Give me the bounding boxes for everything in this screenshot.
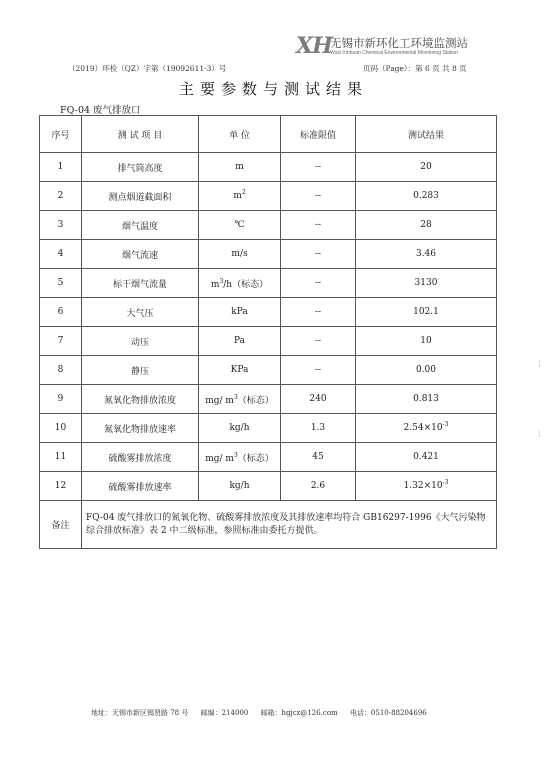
row-limit (281, 356, 356, 385)
row-unit-unit-main: kg/h (229, 423, 250, 433)
row-limit-limit: -- (314, 162, 322, 172)
row-unit (199, 240, 281, 269)
row-limit (281, 472, 356, 501)
row-result (356, 182, 497, 211)
row-result-result-main: 0.00 (415, 365, 437, 375)
row-item (82, 269, 199, 298)
row-unit-unit-main: m (235, 162, 244, 172)
row-unit-unit-main: kPa (231, 307, 248, 317)
row-unit-unit-main: m (233, 191, 242, 201)
header-result: 测试结果 (356, 116, 497, 153)
footer-email: 邮箱：hgjcz@126.com (260, 709, 338, 717)
row-item (82, 472, 199, 501)
row-item (82, 298, 199, 327)
station-logo (296, 33, 496, 63)
row-number (40, 356, 82, 385)
row-item (82, 182, 199, 211)
row-number (40, 182, 82, 211)
row-result-result-main: 3.46 (415, 249, 437, 259)
row-result (356, 414, 497, 443)
table-row (40, 414, 497, 443)
page-title: 主要参数与测试结果 (178, 80, 368, 98)
table-row (40, 269, 497, 298)
row-unit (199, 414, 281, 443)
table-row (40, 153, 497, 182)
row-unit (199, 211, 281, 240)
row-limit-limit: 45 (312, 452, 324, 462)
row-result (356, 269, 497, 298)
results-table (39, 115, 497, 549)
row-result (356, 356, 497, 385)
row-number-no: 7 (57, 336, 64, 346)
row-result-result-main: 3130 (414, 278, 438, 288)
row-unit (199, 443, 281, 472)
row-limit-limit: -- (314, 365, 322, 375)
row-unit (199, 327, 281, 356)
row-item-item: 氮氧化物排放浓度 (103, 395, 176, 406)
row-result-result-main: 102.1 (413, 307, 439, 317)
row-number (40, 153, 82, 182)
row-result-result-main: 0.283 (413, 191, 439, 201)
row-result-result-main: 20 (420, 162, 432, 172)
row-number-no: 8 (57, 365, 64, 375)
row-unit (199, 298, 281, 327)
row-unit-unit-sup: 3 (233, 451, 238, 459)
row-number-no: 12 (54, 481, 67, 491)
row-item-item: 大气压 (126, 308, 154, 319)
row-limit (281, 240, 356, 269)
row-unit-unit-main: mg/ m (205, 453, 234, 464)
row-unit-unit-main: mg/ m (205, 395, 234, 406)
row-number (40, 269, 82, 298)
row-number-no: 4 (57, 249, 64, 259)
row-unit-unit-sup: 2 (241, 189, 246, 196)
row-result-result-main: 2.54×10 (403, 423, 443, 433)
report-number: （2019）环检（QZ）字第（19092611-3）号 (68, 64, 227, 73)
row-result (356, 153, 497, 182)
section-subtitle: FQ-04 废气排放口 (60, 105, 141, 116)
logo-mark: XH (296, 33, 332, 59)
table-row (40, 327, 497, 356)
table-row (40, 385, 497, 414)
row-limit-limit: 240 (309, 394, 327, 404)
row-limit (281, 385, 356, 414)
row-unit-unit-main: m (210, 279, 220, 290)
row-number (40, 240, 82, 269)
row-item-item: 排气筒高度 (117, 163, 163, 174)
row-number (40, 385, 82, 414)
row-limit (281, 269, 356, 298)
row-unit-unit-sup: 3 (233, 393, 238, 401)
row-result-result-sup: -3 (442, 479, 449, 486)
row-item-item: 测点烟道截面积 (108, 192, 172, 203)
footer-postcode: 邮编：214000 (200, 709, 249, 717)
page-info: 页码（Page）：第 6 页 共 8 页 (363, 64, 467, 73)
footer-phone: 电话：0510-88204696 (349, 709, 427, 717)
row-unit-unit-tail: /h（标态） (223, 279, 269, 290)
row-item-item: 硫酸雾排放浓度 (108, 453, 172, 464)
row-number (40, 298, 82, 327)
row-item (82, 414, 199, 443)
row-limit (281, 211, 356, 240)
row-number-no: 5 (57, 278, 64, 288)
header-item: 测 试 项 目 (82, 116, 199, 153)
row-unit (199, 182, 281, 211)
row-unit-unit-main: kg/h (229, 481, 250, 491)
row-item (82, 153, 199, 182)
row-item (82, 356, 199, 385)
header-no: 序号 (40, 116, 82, 153)
row-result (356, 240, 497, 269)
row-result (356, 385, 497, 414)
note-label: 备注 (40, 501, 82, 549)
row-unit (199, 269, 281, 298)
row-limit (281, 153, 356, 182)
table-row (40, 182, 497, 211)
row-number (40, 472, 82, 501)
header-unit: 单 位 (199, 116, 281, 153)
note-row (40, 501, 497, 549)
row-unit-unit-main: KPa (230, 365, 249, 375)
row-number (40, 443, 82, 472)
row-number-no: 11 (54, 452, 67, 462)
row-number-no: 3 (57, 220, 64, 230)
row-limit-limit: -- (314, 278, 322, 288)
row-result-result-main: 28 (420, 220, 432, 230)
row-unit (199, 356, 281, 385)
row-unit (199, 153, 281, 182)
binding-mark: ╎ (537, 430, 542, 438)
row-unit (199, 385, 281, 414)
row-result (356, 211, 497, 240)
row-item-item: 烟气温度 (121, 221, 158, 232)
row-item-item: 硫酸雾排放速率 (108, 482, 172, 493)
table-row (40, 443, 497, 472)
row-unit-unit-tail: （标态） (237, 453, 274, 464)
row-item (82, 327, 199, 356)
row-limit-limit: -- (314, 307, 322, 317)
row-item (82, 240, 199, 269)
row-item-item: 静压 (130, 366, 149, 377)
row-number-no: 1 (57, 162, 64, 172)
row-item-item: 氮氧化物排放速率 (103, 424, 176, 435)
row-number (40, 414, 82, 443)
table-row (40, 211, 497, 240)
row-item (82, 211, 199, 240)
row-result-result-main: 0.421 (413, 452, 439, 462)
row-limit (281, 327, 356, 356)
row-result (356, 298, 497, 327)
table-row (40, 298, 497, 327)
row-unit-unit-main: m/s (231, 249, 248, 259)
row-result-result-main: 1.32×10 (403, 481, 443, 491)
row-limit-limit: 2.6 (310, 481, 326, 491)
binding-mark: ╎ (537, 360, 542, 368)
row-unit-unit-tail: （标态） (237, 395, 274, 406)
row-unit-unit-main: Pa (233, 336, 246, 346)
note-text: FQ-04 废气排放口的氮氧化物、硫酸雾排放浓度及其排放速率均符合 GB16297-1996《大气污染物综合排放标准》表 2 中二级标准，参照标准由委托方提供。 (82, 501, 497, 549)
row-limit-limit: -- (314, 220, 322, 230)
table-header-row (40, 116, 497, 153)
footer (91, 708, 437, 718)
row-result (356, 443, 497, 472)
row-number-no: 2 (57, 191, 64, 201)
logo-chinese-name: 无锡市新环化工环境监测站 (330, 36, 468, 50)
row-limit (281, 298, 356, 327)
row-item-item: 烟气流速 (121, 250, 158, 261)
row-unit-unit-sup: 3 (219, 277, 224, 285)
row-result-result-sup: -3 (442, 421, 449, 428)
row-result-result-main: 10 (420, 336, 432, 346)
table-row (40, 472, 497, 501)
row-limit (281, 443, 356, 472)
row-number (40, 327, 82, 356)
row-number-no: 6 (57, 307, 64, 317)
row-limit-limit: 1.3 (310, 423, 326, 433)
footer-address: 地址：无锡市新区锡贤路 78 号 (91, 709, 189, 717)
row-limit (281, 414, 356, 443)
row-number-no: 9 (57, 394, 64, 404)
row-item (82, 385, 199, 414)
row-result-result-main: 0.813 (413, 394, 439, 404)
row-item (82, 443, 199, 472)
table-row (40, 356, 497, 385)
row-limit-limit: -- (314, 336, 322, 346)
row-unit-unit-main: ℃ (234, 220, 245, 230)
row-number-no: 10 (54, 423, 67, 433)
row-unit (199, 472, 281, 501)
logo-english-name: Wuxi Xinhuan Chemical Environmental Monitoring Station (330, 50, 459, 56)
header-limit: 标准限值 (281, 116, 356, 153)
row-item-item: 动压 (130, 337, 149, 348)
row-number (40, 211, 82, 240)
row-limit-limit: -- (314, 249, 322, 259)
row-result (356, 327, 497, 356)
row-limit-limit: -- (314, 191, 322, 201)
row-limit (281, 182, 356, 211)
row-item-item: 标干烟气流量 (112, 279, 167, 290)
table-row (40, 240, 497, 269)
row-result (356, 472, 497, 501)
